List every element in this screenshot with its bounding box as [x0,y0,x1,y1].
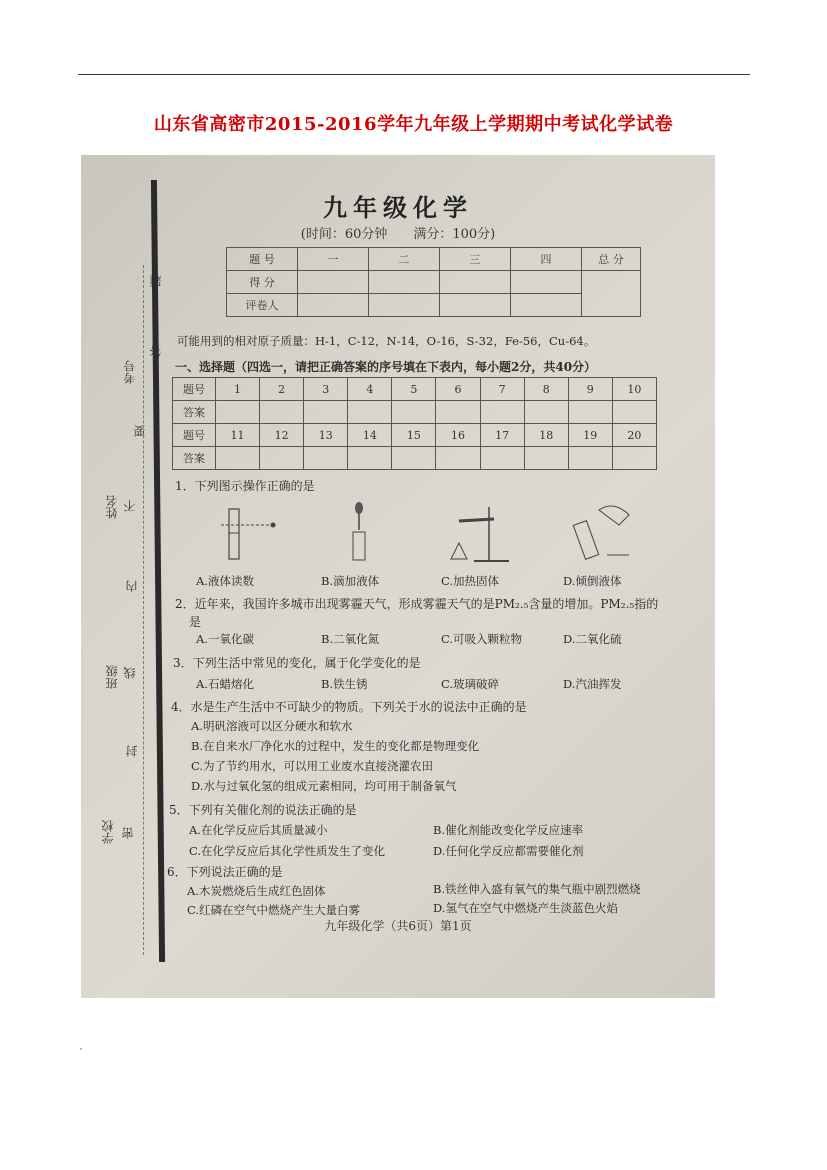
side-label-nei: 内 [125,580,139,592]
side-label-bu: 不 [123,500,137,512]
score-row-label: 得 分 [227,271,298,294]
answer-cell [392,447,436,470]
side-label-xuexiao: 学校 [101,820,115,844]
question-4-option-d: D.水与过氧化氢的组成元素相同，均可用于制备氧气 [191,779,457,793]
question-1-option-d: D.倾倒液体 [563,574,622,588]
side-label-ti: 题 [149,275,163,287]
question-6-option-c: C.红磷在空气中燃烧产生大量白雾 [187,903,361,917]
question-6-stem: 6．下列说法正确的是 [167,865,283,879]
side-label-yao: 要 [133,425,147,437]
atomic-masses: 可能用到的相对原子质量：H-1，C-12，N-14，O-16，S-32，Fe-56，Cu-64。 [177,334,596,348]
stray-dot [80,1048,82,1050]
answer-num-label: 题号 [173,424,216,447]
answer-num: 9 [568,378,612,401]
exam-paper-photo [81,155,715,998]
answer-cell [260,401,304,424]
document-title: 山东省高密市2015-2016学年九年级上学期期中考试化学试卷 [153,114,674,135]
table-row [173,424,657,447]
page-footer: 九年级化学（共6页）第1页 [324,919,472,933]
answer-cell [304,401,348,424]
answer-cell [612,447,656,470]
paper-title: 九年级化学 [323,193,473,222]
side-label-mi: 密 [121,827,135,839]
paper-subtitle: (时间：60分钟 满分：100分) [300,227,496,242]
figure-liquid-reading [211,503,281,563]
answer-num: 2 [260,378,304,401]
question-1-stem: 1．下列图示操作正确的是 [175,479,315,493]
answer-num: 3 [304,378,348,401]
table-row [173,401,657,424]
question-2-option-b: B.二氧化氮 [321,632,380,646]
question-1-option-c: C.加热固体 [441,574,500,588]
side-label-da: 答 [149,345,163,357]
question-2-option-a: A.一氧化碳 [196,632,254,646]
side-label-xian: 线 [123,667,137,679]
side-label-kaohao: 考号 [123,360,137,384]
question-3-option-d: D.汽油挥发 [563,677,622,691]
question-3-option-c: C.玻璃破碎 [441,677,500,691]
score-row-label: 评卷人 [227,294,298,317]
total-score-cell [582,271,641,317]
table-row [173,447,657,470]
answer-num: 1 [216,378,260,401]
score-cell [298,271,369,294]
answer-num: 19 [568,424,612,447]
score-cell [440,271,511,294]
question-6-option-b: B.铁丝伸入盛有氧气的集气瓶中剧烈燃烧 [433,882,641,896]
binding-line [151,180,165,962]
side-label-feng: 封 [125,745,139,757]
answer-num-label: 题号 [173,378,216,401]
question-5-option-d: D.任何化学反应都需要催化剂 [433,844,584,858]
table-row [227,294,641,317]
answer-num: 7 [480,378,524,401]
question-5-option-b: B.催化剂能改变化学反应速率 [433,823,584,837]
score-cell [298,294,369,317]
score-header-cell: 三 [440,248,511,271]
question-2-stem: 2．近年来，我国许多城市出现雾霾天气，形成雾霾天气的是PM₂.₅含量的增加。PM₂.₅指的 [175,597,659,611]
answer-num: 4 [348,378,392,401]
answer-num: 12 [260,424,304,447]
side-label-banji: 班级 [105,665,119,689]
side-label-xingming: 姓名 [105,495,119,519]
table-row [173,378,657,401]
table-row [227,271,641,294]
answer-num: 15 [392,424,436,447]
question-4-option-b: B.在自来水厂净化水的过程中，发生的变化都是物理变化 [191,739,480,753]
top-rule [78,74,750,75]
binding-dashed-line [143,265,144,955]
answer-cell [260,447,304,470]
answer-cell [392,401,436,424]
score-header-cell: 总 分 [582,248,641,271]
answer-cell [436,447,480,470]
answer-ans-label: 答案 [173,447,216,470]
question-5-option-c: C.在化学反应后其化学性质发生了变化 [189,844,386,858]
answer-num: 14 [348,424,392,447]
question-2-stem-cont: 是 [189,615,202,629]
score-header-cell: 四 [511,248,582,271]
question-4-option-a: A.明矾溶液可以区分硬水和软水 [191,719,353,733]
score-cell [369,271,440,294]
answer-num: 17 [480,424,524,447]
answer-cell [348,401,392,424]
question-5-stem: 5．下列有关催化剂的说法正确的是 [169,803,357,817]
answer-num: 20 [612,424,656,447]
answer-cell [524,401,568,424]
table-row [227,248,641,271]
answer-num: 10 [612,378,656,401]
question-5-option-a: A.在化学反应后其质量减小 [189,823,328,837]
score-table [226,247,641,317]
answer-num: 8 [524,378,568,401]
score-cell [440,294,511,317]
answer-cell [480,447,524,470]
answer-num: 11 [216,424,260,447]
figure-dropping-liquid [339,500,379,565]
answer-num: 13 [304,424,348,447]
answer-cell [348,447,392,470]
answer-cell [612,401,656,424]
answer-cell [524,447,568,470]
answer-cell [568,401,612,424]
figure-pouring-liquid [569,500,649,565]
question-4-stem: 4．水是生产生活中不可缺少的物质。下列关于水的说法中正确的是 [171,700,527,714]
question-3-stem: 3．下列生活中常见的变化，属于化学变化的是 [173,656,421,670]
answer-table [172,377,657,470]
question-2-option-d: D.二氧化硫 [563,632,622,646]
answer-cell [216,401,260,424]
score-header-cell: 一 [298,248,369,271]
question-3-option-b: B.铁生锈 [321,677,368,691]
answer-cell [480,401,524,424]
answer-num: 6 [436,378,480,401]
score-cell [511,271,582,294]
question-1-option-a: A.液体读数 [196,574,254,588]
figure-heating-solid [449,503,519,565]
question-6-option-a: A.木炭燃烧后生成红色固体 [187,884,326,898]
answer-cell [304,447,348,470]
score-cell [369,294,440,317]
question-4-option-c: C.为了节约用水，可以用工业废水直接浇灌农田 [191,759,434,773]
answer-num: 16 [436,424,480,447]
question-2-option-c: C.可吸入颗粒物 [441,632,523,646]
section1-title: 一、选择题（四选一，请把正确答案的序号填在下表内，每小题2分，共40分） [175,360,597,374]
answer-cell [216,447,260,470]
score-cell [511,294,582,317]
answer-cell [568,447,612,470]
question-1-option-b: B.滴加液体 [321,574,380,588]
answer-num: 18 [524,424,568,447]
score-header-cell: 题 号 [227,248,298,271]
score-header-cell: 二 [369,248,440,271]
question-3-option-a: A.石蜡熔化 [196,677,254,691]
answer-num: 5 [392,378,436,401]
question-6-option-d: D.氢气在空气中燃烧产生淡蓝色火焰 [433,901,618,915]
answer-ans-label: 答案 [173,401,216,424]
answer-cell [436,401,480,424]
